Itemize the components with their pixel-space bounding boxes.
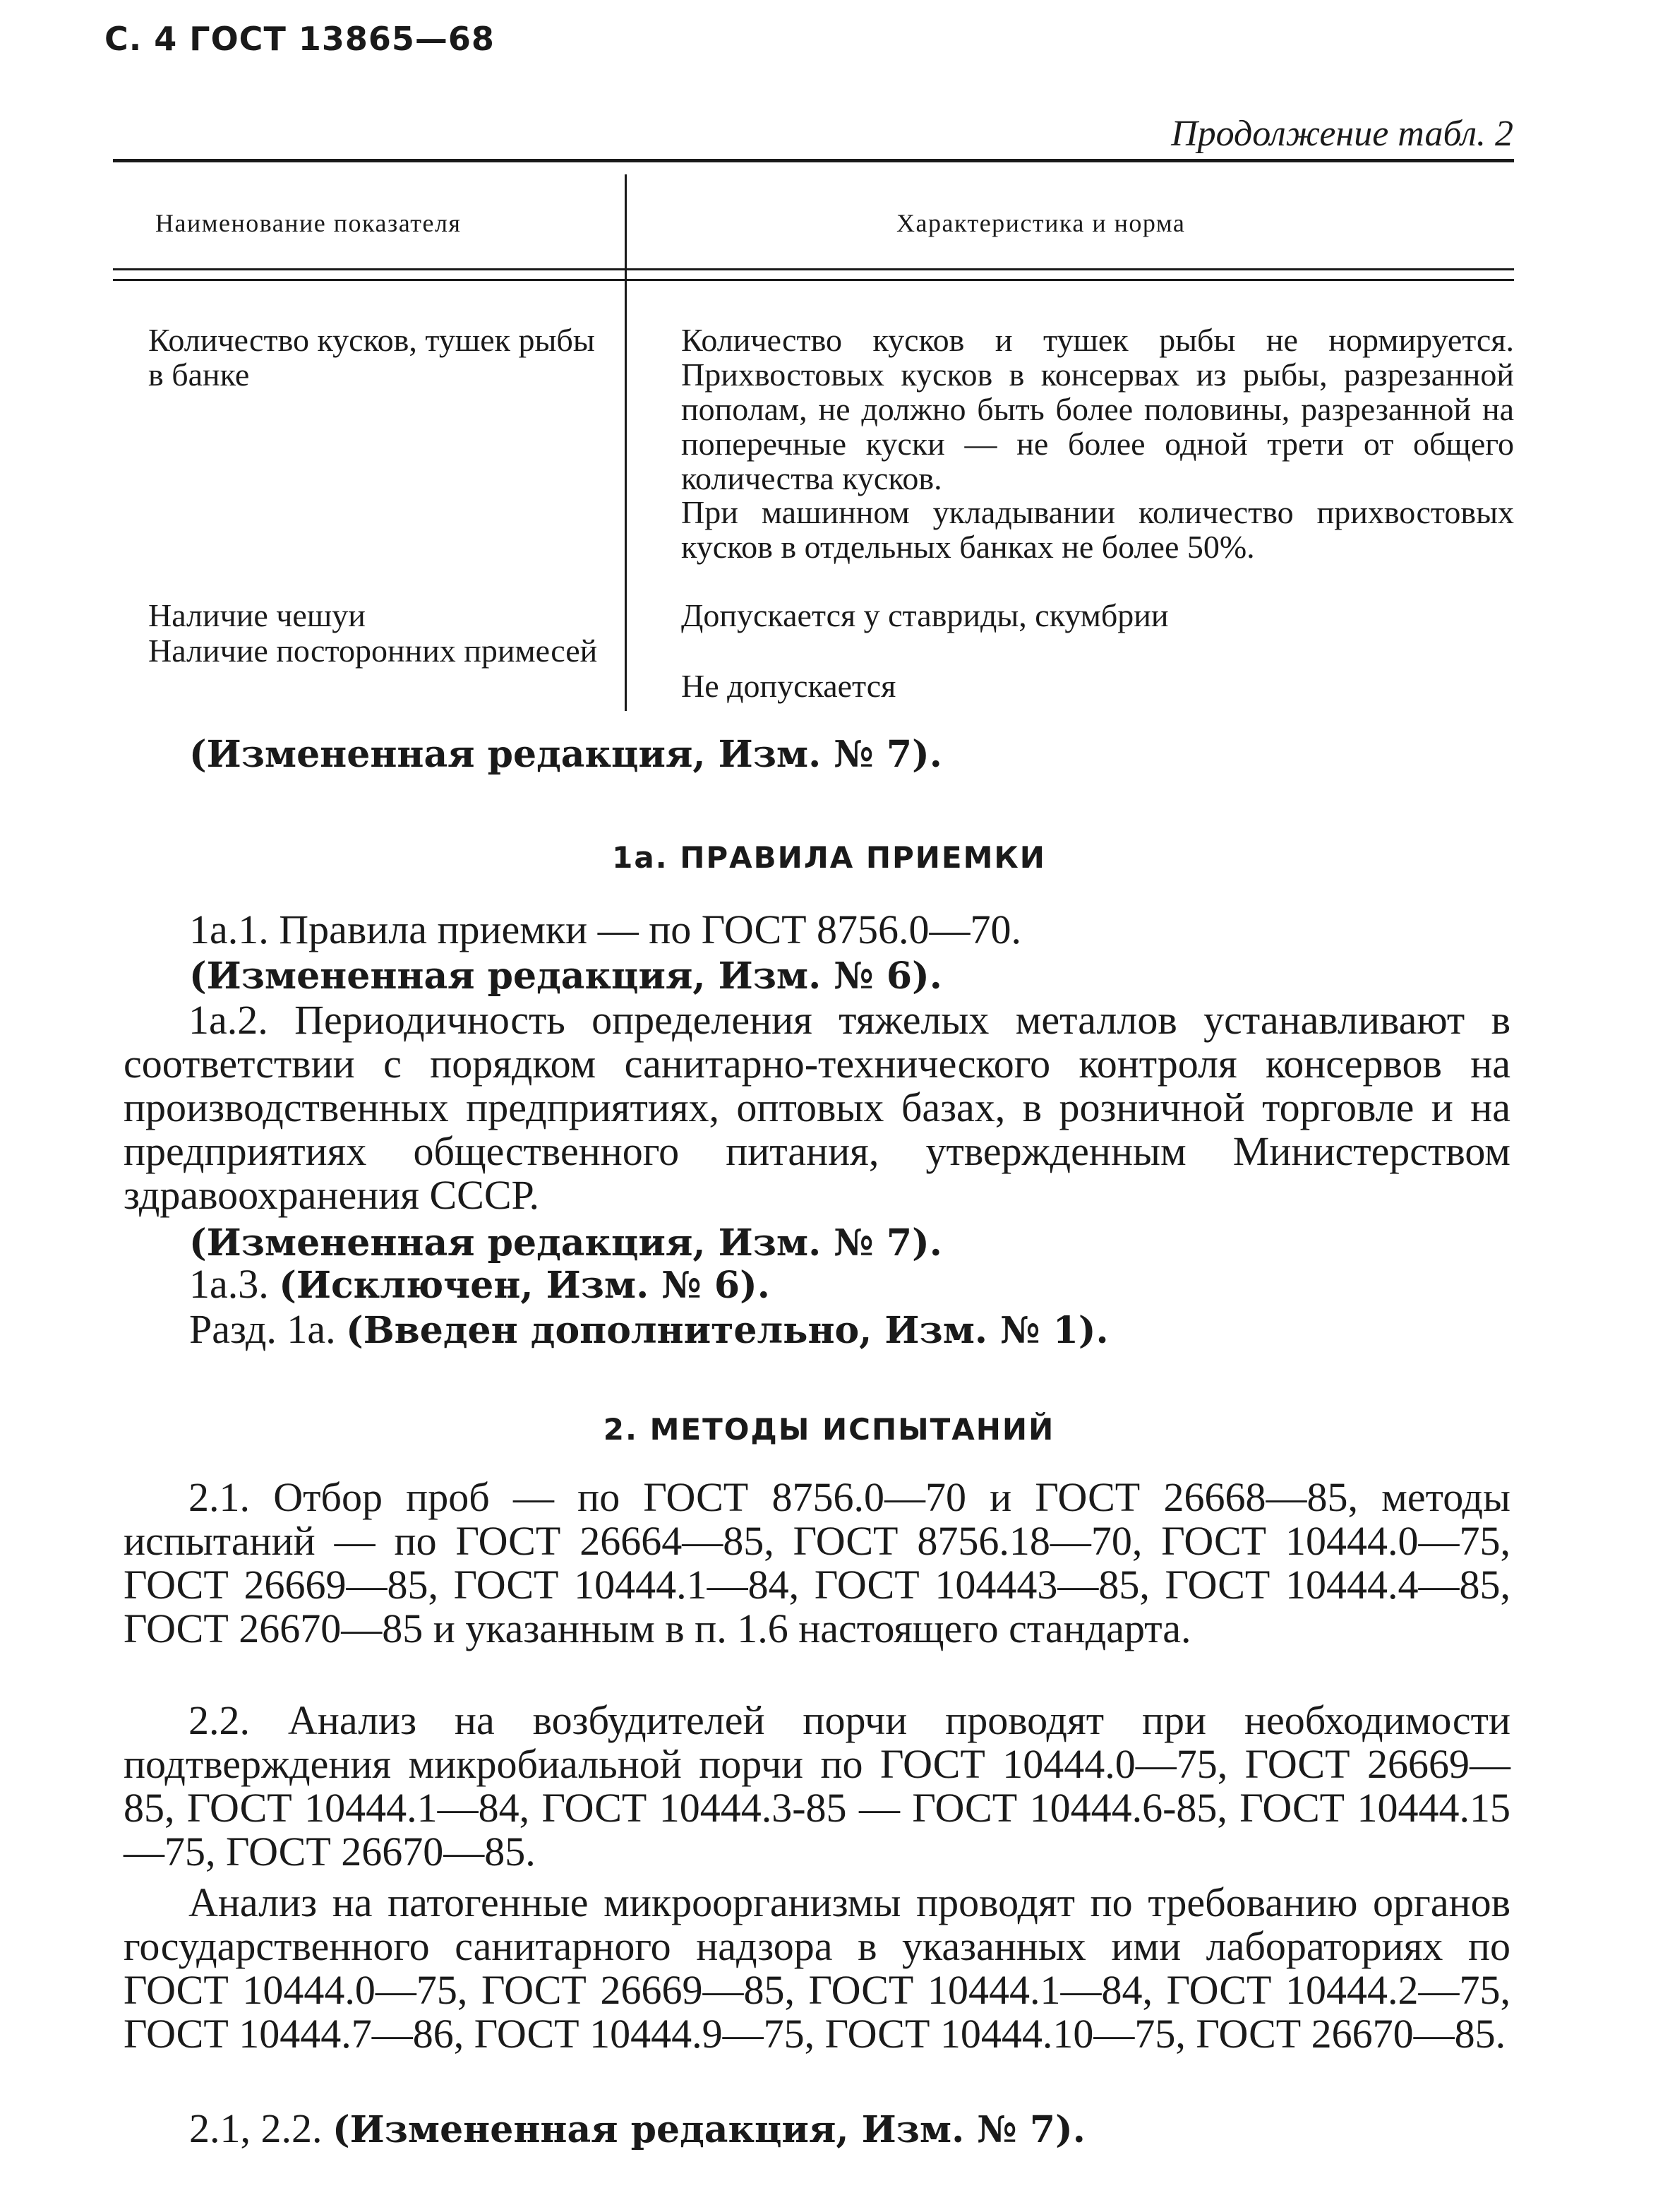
clause-1a1-note: (Измененная редакция, Изм. № 6). <box>189 955 942 998</box>
clause-2-2-pathogens: Анализ на патогенные микроорганизмы проводят по требованию органов государственного санитарного надзора в указанных ими лабораториях по ГОСТ 10444.0—75, ГОСТ 26669—85, ГОСТ 10444.1—84, ГОСТ 10444.2—75, ГОСТ 10444.7—86, ГОСТ 10444.9—75, ГОСТ 10444.10—75, ГОСТ 26670—85. <box>124 1879 1510 2057</box>
row-scales-norm: Допускается у ставриды, скумбрии <box>681 597 1169 633</box>
section-2-heading: 2. МЕТОДЫ ИСПЫТАНИЙ <box>603 1412 1055 1447</box>
clause-2-amendment-label: 2.1, 2.2. <box>189 2105 323 2151</box>
table-column-separator <box>625 174 627 711</box>
clause-1a1: 1а.1. Правила приемки — по ГОСТ 8756.0—70. <box>189 907 1022 952</box>
clause-2-2: 2.2. Анализ на возбудителей порчи проводят при необходимости подтверждения микробиальной порчи по ГОСТ 10444.0—75, ГОСТ 26669—85, ГОСТ 10444.1—84, ГОСТ 10444.3-85 — ГОСТ 10444.6-85, ГОСТ 10444.15—75, ГОСТ 26670—85. <box>124 1697 1510 1875</box>
table-header-rule-double <box>113 279 1514 281</box>
section-1a-label: Разд. 1а. <box>189 1306 336 1352</box>
row-pieces-count-norm-machine: При машинном укладывании количество прихвостовых кусков в отдельных банках не более 50%. <box>681 494 1514 565</box>
row-pieces-count-name: Количество кусков, тушек рыбы в банке <box>148 322 595 393</box>
section-1a-origin <box>189 1308 1109 1353</box>
section-1a-heading: 1а. ПРАВИЛА ПРИЕМКИ <box>612 840 1046 875</box>
clause-1a2: 1а.2. Периодичность определения тяжелых металлов устанавливают в соответствии с порядком санитарно-технического контроля консервов на производственных предприятиях, оптовых базах, в розничной торговле и на предприятиях общественного питания, утвержденным Министерством здравоохранения СССР. <box>124 997 1510 1218</box>
row-scales-name: Наличие чешуи <box>148 597 366 633</box>
row-impurities-name: Наличие посторонних примесей <box>148 633 598 669</box>
clause-1a3-label: 1а.3. <box>189 1261 269 1307</box>
table-continuation-label: Продолжение табл. 2 <box>1171 114 1513 154</box>
row-pieces-count-norm: Количество кусков и тушек рыбы не нормируется. Прихвостовых кусков в консервах из рыбы, разрезанной пополам, не должно быть более половины, разрезанной на поперечные куски — не более одной трети от общего количества кусков. <box>681 322 1514 496</box>
column-header-norm: Характеристика и норма <box>896 209 1186 237</box>
clause-2-amendment <box>189 2107 1086 2152</box>
section-1a-origin-note: (Введен дополнительно, Изм. № 1). <box>346 1309 1109 1352</box>
clause-1a3 <box>189 1262 770 1308</box>
column-header-indicator: Наименование показателя <box>155 209 462 237</box>
clause-2-amendment-note: (Измененная редакция, Изм. № 7). <box>332 2108 1086 2151</box>
table-amendment-note: (Измененная редакция, Изм. № 7). <box>189 733 942 776</box>
row-impurities-norm: Не допускается <box>681 668 896 704</box>
table-top-rule <box>113 159 1514 162</box>
clause-1a2-note: (Измененная редакция, Изм. № 7). <box>189 1221 942 1265</box>
clause-1a3-note: (Исключен, Изм. № 6). <box>279 1264 770 1307</box>
clause-2-1: 2.1. Отбор проб — по ГОСТ 8756.0—70 и ГОСТ 26668—85, методы испытаний — по ГОСТ 26664—85, ГОСТ 8756.18—70, ГОСТ 10444.0—75, ГОСТ 26669—85, ГОСТ 10444.1—84, ГОСТ 104443—85, ГОСТ 10444.4—85, ГОСТ 26670—85 и указанным в п. 1.6 настоящего стандарта. <box>124 1474 1510 1651</box>
table-2-continuation <box>113 159 1514 710</box>
table-header-rule <box>113 268 1514 270</box>
page-header: С. 4 ГОСТ 13865—68 <box>104 20 495 58</box>
